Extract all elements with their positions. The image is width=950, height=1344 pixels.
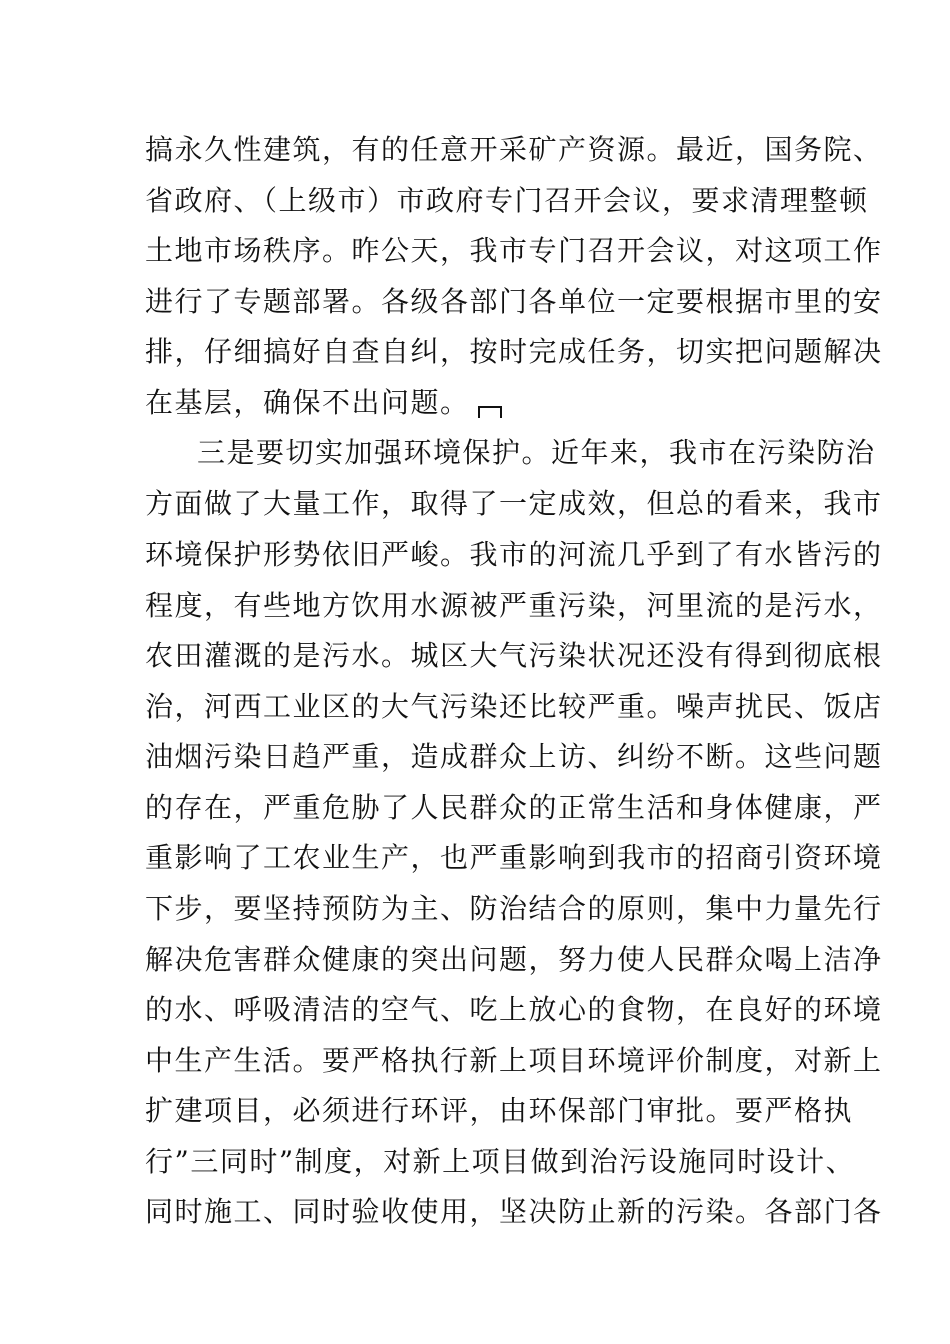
text-line: 中生产生活。要严格执行新上项目环境评价制度，对新上 <box>145 1044 883 1077</box>
bracket-mark-icon <box>478 406 502 418</box>
text-line: 同时施工、同时验收使用，坚决防止新的污染。各部门各 <box>145 1195 883 1228</box>
text-line: 行”三同时”制度，对新上项目做到治污设施同时设计、 <box>145 1145 856 1178</box>
text-line: 省政府、（上级市）市政府专门召开会议，要求清理整顿 <box>145 184 869 217</box>
text-line: 扩建项目，必须进行环评，由环保部门审批。要严格执 <box>145 1094 854 1127</box>
text-line: 程度，有些地方饮用水源被严重污染，河里流的是污水， <box>145 589 883 622</box>
text-line: 搞永久性建筑，有的任意开采矿产资源。最近，国务院、 <box>145 133 883 166</box>
text-line: 土地市场秩序。昨公天，我市专门召开会议，对这项工作 <box>145 234 883 267</box>
text-line: 在基层，确保不出问题。 <box>145 386 470 419</box>
text-line: 解决危害群众健康的突出问题，努力使人民群众喝上洁净 <box>145 943 883 976</box>
text-line: 方面做了大量工作，取得了一定成效，但总的看来，我市 <box>145 487 883 520</box>
text-line: 的存在，严重危胁了人民群众的正常生活和身体健康，严 <box>145 791 883 824</box>
text-line: 的水、呼吸清洁的空气、吃上放心的食物，在良好的环境 <box>145 993 883 1026</box>
text-line: 排，仔细搞好自查自纠，按时完成任务，切实把问题解决 <box>145 335 883 368</box>
text-line: 农田灌溉的是污水。城区大气污染状况还没有得到彻底根 <box>145 639 883 672</box>
text-line: 治，河西工业区的大气污染还比较严重。噪声扰民、饭店 <box>145 690 883 723</box>
text-line: 下步，要坚持预防为主、防治结合的原则，集中力量先行 <box>145 892 883 925</box>
paragraph-first-line: 三是要切实加强环境保护。近年来，我市在污染防治 <box>197 436 876 469</box>
text-line: 环境保护形势依旧严峻。我市的河流几乎到了有水皆污的 <box>145 538 883 571</box>
text-line: 进行了专题部署。各级各部门各单位一定要根据市里的安 <box>145 285 883 318</box>
text-line: 重影响了工农业生产，也严重影响到我市的招商引资环境 <box>145 841 883 874</box>
text-line: 油烟污染日趋严重，造成群众上访、纠纷不断。这些问题 <box>145 740 883 773</box>
text-line-with-mark <box>145 383 815 423</box>
